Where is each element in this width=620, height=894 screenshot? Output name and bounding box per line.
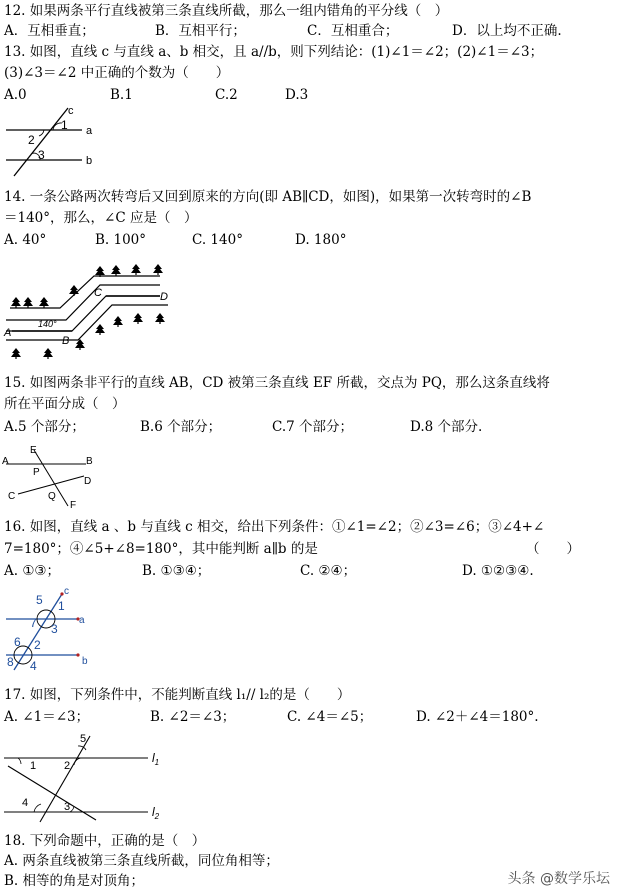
- q17-option-b: B. ∠2＝∠3；: [150, 709, 236, 725]
- q18-option-a: A. 两条直线被第三条直线所截，同位角相等；: [4, 853, 279, 869]
- q14-trees: [11, 264, 165, 359]
- q15-option-a: A.5 个部分；: [4, 419, 85, 435]
- q13-label-b: b: [86, 155, 93, 167]
- q13-angle-3: 3: [38, 148, 45, 162]
- q16-stem-paren: （ ）: [526, 541, 580, 557]
- q14-option-b: B. 100°: [95, 232, 147, 248]
- q15-option-b: B.6 个部分；: [140, 419, 222, 435]
- q14-label-a: A: [4, 327, 12, 339]
- q16-angle-7: 7: [30, 616, 37, 630]
- q14-option-d: D. 180°: [295, 232, 347, 248]
- q14-label-c: C: [94, 287, 102, 299]
- q17-angle-4: 4: [22, 797, 29, 809]
- q15-figure: [0, 442, 110, 512]
- q16-angle-6: 6: [14, 635, 21, 649]
- q16-stem-line1: 16. 如图，直线 a 、b 与直线 c 相交，给出下列条件：①∠1=∠2；②∠3=∠6；③∠4+∠: [4, 519, 545, 535]
- q15-label-b: B: [86, 456, 93, 467]
- q17-label-l1: $l_1$: [152, 751, 160, 767]
- q17-label-l1-sub: 1: [154, 758, 160, 767]
- q13-figure: [0, 102, 110, 182]
- q16-option-a: A. ①③；: [4, 563, 61, 579]
- q17-angle-2: 2: [64, 760, 71, 772]
- q13-stem-line2: (3)∠3＝∠2 中正确的个数为（ ）: [4, 65, 230, 81]
- q15-option-d: D.8 个部分.: [410, 419, 483, 435]
- q16-stem-line2: 7=180°；④∠5+∠8=180°，其中能判断 a∥b 的是: [4, 541, 318, 557]
- q13-angle-1: 1: [61, 118, 68, 132]
- q14-label-b: B: [62, 335, 70, 347]
- q16-angle-8: 8: [7, 655, 14, 669]
- q16-angle-4: 4: [30, 659, 37, 673]
- q13-stem-line1: 13. 如图，直线 c 与直线 a、b 相交，且 a//b，则下列结论：(1)∠1＝∠2；(2)∠1＝∠3；: [4, 44, 544, 60]
- q17-option-a: A. ∠1＝∠3；: [4, 709, 90, 725]
- q15-label-e: E: [30, 445, 37, 456]
- q18-option-b: B. 相等的角是对顶角；: [4, 873, 145, 889]
- q13-option-b: B.1: [110, 87, 133, 103]
- q13-label-a: a: [86, 125, 93, 137]
- q17-option-d: D. ∠2＋∠4＝180°.: [416, 709, 539, 725]
- q16-label-c: c: [64, 586, 69, 597]
- q16-option-c: C. ②④；: [300, 563, 357, 579]
- q13-line-c: [14, 108, 68, 176]
- q15-label-p: P: [33, 467, 40, 478]
- q17-angle-3: 3: [64, 801, 71, 813]
- q17-figure: [0, 728, 180, 824]
- q18-stem: 18. 下列命题中，正确的是（ ）: [4, 833, 206, 849]
- q12-stem: 12. 如果两条平行直线被第三条直线所截，那么一组内错角的平分线（ ）: [4, 3, 449, 19]
- q14-label-d: D: [160, 291, 168, 303]
- q15-stem-line1: 15. 如图两条非平行的直线 AB，CD 被第三条直线 EF 所截，交点为 PQ，那么这条直线将: [4, 375, 550, 391]
- q17-stem: 17. 如图，下列条件中，不能判断直线 l₁// l₂的是（ ）: [4, 687, 351, 703]
- q13-label-c: c: [68, 105, 74, 117]
- q15-label-d: D: [84, 476, 92, 487]
- q15-label-f: F: [70, 500, 77, 511]
- q13-option-a: A.0: [4, 87, 27, 103]
- q14-stem-line2: ＝140°，那么，∠C 应是（ ）: [4, 210, 198, 226]
- q12-option-b: B．互相平行；: [155, 23, 246, 39]
- q16-angle-3: 3: [51, 622, 58, 636]
- q12-option-c: C．互相重合；: [307, 23, 399, 39]
- q16-angle-2: 2: [34, 638, 41, 652]
- q15-stem-line2: 所在平面分成（ ）: [4, 396, 126, 412]
- q14-stem-line1: 14. 一条公路两次转弯后又回到原来的方向(即 AB∥CD，如图)，如果第一次转弯时的∠B: [4, 189, 532, 205]
- q17-angle-5: 5: [80, 733, 87, 745]
- q13-angle-2: 2: [28, 133, 35, 147]
- q16-option-d: D. ①②③④.: [462, 563, 534, 579]
- q14-angle-label: 140°: [38, 319, 57, 329]
- q17-label-l2-sub: 2: [154, 812, 160, 821]
- q17-option-c: C. ∠4＝∠5；: [287, 709, 373, 725]
- q15-label-a: A: [2, 456, 9, 467]
- q17-angle-1: 1: [30, 760, 37, 772]
- q14-option-c: C. 140°: [192, 232, 243, 248]
- q16-figure: [0, 586, 110, 678]
- q15-label-q: Q: [48, 491, 56, 502]
- q17-label-l2: $l_2$: [152, 805, 160, 821]
- q16-angle-5: 5: [36, 593, 43, 607]
- q13-option-c: C.2: [215, 87, 238, 103]
- q16-angle-1: 1: [58, 599, 65, 613]
- q16-label-a: a: [79, 615, 85, 626]
- q16-option-b: B. ①③④；: [142, 563, 211, 579]
- q13-option-d: D.3: [285, 87, 309, 103]
- q14-figure: [0, 258, 180, 368]
- q15-option-c: C.7 个部分；: [272, 419, 354, 435]
- watermark-text: 头条 @数学乐坛: [507, 871, 610, 887]
- q14-option-a: A. 40°: [4, 232, 47, 248]
- q16-label-b: b: [82, 656, 88, 667]
- q12-option-a: A．互相垂直；: [4, 23, 95, 39]
- q12-option-d: D．以上均不正确.: [452, 23, 562, 39]
- q15-label-c: C: [8, 491, 16, 502]
